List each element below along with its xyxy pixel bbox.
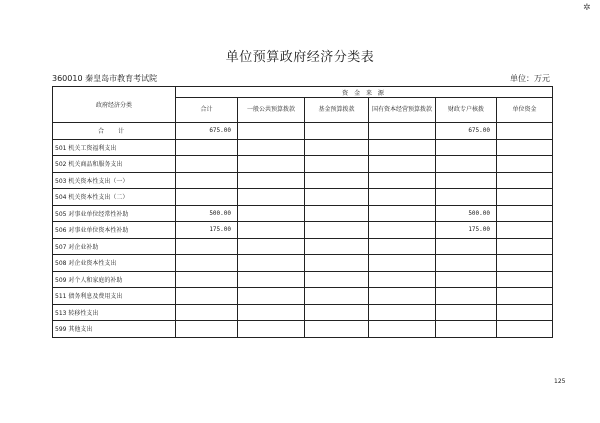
- cell-value: [238, 304, 305, 321]
- cell-value: [497, 255, 553, 272]
- cell-value: [369, 172, 436, 189]
- table-row: [53, 255, 553, 272]
- cell-value: [305, 123, 369, 140]
- cell-value: [176, 288, 238, 305]
- cell-value: [369, 156, 436, 173]
- table-row: [53, 271, 553, 288]
- cell-value: [305, 288, 369, 305]
- table-row: [53, 172, 553, 189]
- cell-value: [436, 288, 497, 305]
- cell-value: [436, 255, 497, 272]
- cell-value: [176, 189, 238, 206]
- cell-value: [369, 238, 436, 255]
- table-row: [53, 189, 553, 206]
- cell-value: [305, 139, 369, 156]
- cell-value: [497, 288, 553, 305]
- table-row: [53, 288, 553, 305]
- cell-value: [238, 255, 305, 272]
- cell-value: [176, 139, 238, 156]
- table-row: [53, 304, 553, 321]
- row-label: 513 转移性支出: [53, 304, 176, 321]
- cell-value: [176, 238, 238, 255]
- cell-value: [497, 123, 553, 140]
- cell-value: [436, 139, 497, 156]
- corner-mark: ✲: [583, 3, 591, 13]
- table-body: [53, 123, 553, 338]
- cell-value: [238, 123, 305, 140]
- cell-value: [369, 222, 436, 239]
- cell-value: [305, 172, 369, 189]
- cell-value: [436, 172, 497, 189]
- cell-value: [176, 304, 238, 321]
- cell-value: [436, 238, 497, 255]
- col-header-state-capital: 国有资本经营预算拨款: [369, 98, 436, 123]
- row-header: 政府经济分类: [53, 87, 176, 123]
- cell-value: [305, 205, 369, 222]
- row-label: 502 机关商品和服务支出: [53, 156, 176, 173]
- cell-value: [369, 288, 436, 305]
- cell-value: 675.00: [176, 123, 238, 140]
- total-row: [53, 123, 553, 140]
- table-row: [53, 222, 553, 239]
- cell-value: [305, 271, 369, 288]
- cell-value: [497, 304, 553, 321]
- table-row: [53, 238, 553, 255]
- row-label: 509 对个人和家庭的补助: [53, 271, 176, 288]
- cell-value: [436, 321, 497, 338]
- col-header-fund-budget: 基金预算拨款: [305, 98, 369, 123]
- row-label: 508 对企业资本性支出: [53, 255, 176, 272]
- cell-value: [497, 139, 553, 156]
- table-row: [53, 156, 553, 173]
- cell-value: [305, 222, 369, 239]
- table-row: [53, 205, 553, 222]
- cell-value: [369, 321, 436, 338]
- group-header: 资 金 来 源: [176, 87, 553, 98]
- cell-value: [238, 222, 305, 239]
- cell-value: [238, 172, 305, 189]
- row-label: 511 债务利息及费用支出: [53, 288, 176, 305]
- cell-value: [176, 156, 238, 173]
- col-header-general-budget: 一般公共预算拨款: [238, 98, 305, 123]
- row-label: 501 机关工资福利支出: [53, 139, 176, 156]
- cell-value: [176, 271, 238, 288]
- col-header-total: 合计: [176, 98, 238, 123]
- cell-value: [176, 255, 238, 272]
- cell-value: [305, 189, 369, 206]
- cell-value: [238, 205, 305, 222]
- row-label: 503 机关资本性支出（一）: [53, 172, 176, 189]
- cell-value: [238, 238, 305, 255]
- cell-value: 675.00: [436, 123, 497, 140]
- cell-value: [369, 255, 436, 272]
- row-label: 507 对企业补助: [53, 238, 176, 255]
- cell-value: [238, 139, 305, 156]
- cell-value: [369, 189, 436, 206]
- cell-value: [369, 139, 436, 156]
- cell-value: [176, 172, 238, 189]
- row-label: 599 其他支出: [53, 321, 176, 338]
- table-row: [53, 321, 553, 338]
- cell-value: [497, 205, 553, 222]
- row-label: 504 机关资本性支出（二）: [53, 189, 176, 206]
- cell-value: [238, 288, 305, 305]
- cell-value: [436, 304, 497, 321]
- budget-table: [52, 86, 553, 338]
- cell-value: [436, 189, 497, 206]
- row-label: 506 对事业单位资本性补助: [53, 222, 176, 239]
- cell-value: [497, 238, 553, 255]
- cell-value: [369, 205, 436, 222]
- cell-value: 500.00: [176, 205, 238, 222]
- cell-value: [369, 304, 436, 321]
- cell-value: [497, 156, 553, 173]
- cell-value: 175.00: [176, 222, 238, 239]
- cell-value: [238, 321, 305, 338]
- unit-name: 360010 秦皇岛市教育考试院: [52, 74, 158, 83]
- row-label: 505 对事业单位经常性补助: [53, 205, 176, 222]
- page-number: 125: [554, 378, 566, 385]
- cell-value: [238, 156, 305, 173]
- cell-value: [436, 271, 497, 288]
- cell-value: [497, 271, 553, 288]
- cell-value: [305, 255, 369, 272]
- cell-value: 500.00: [436, 205, 497, 222]
- cell-value: [305, 156, 369, 173]
- unit-label: 单位：万元: [510, 74, 550, 83]
- page-title: 单位预算政府经济分类表: [225, 50, 375, 65]
- cell-value: [238, 189, 305, 206]
- cell-value: [497, 222, 553, 239]
- cell-value: [497, 321, 553, 338]
- cell-value: [436, 156, 497, 173]
- cell-value: [497, 172, 553, 189]
- total-label: 合 计: [53, 123, 176, 140]
- col-header-fiscal-account: 财政专户核拨: [436, 98, 497, 123]
- cell-value: [497, 189, 553, 206]
- cell-value: [369, 271, 436, 288]
- table-row: [53, 139, 553, 156]
- cell-value: [305, 238, 369, 255]
- cell-value: [305, 304, 369, 321]
- cell-value: [305, 321, 369, 338]
- cell-value: [176, 321, 238, 338]
- cell-value: [238, 271, 305, 288]
- cell-value: 175.00: [436, 222, 497, 239]
- cell-value: [369, 123, 436, 140]
- col-header-unit-funds: 单位资金: [497, 98, 553, 123]
